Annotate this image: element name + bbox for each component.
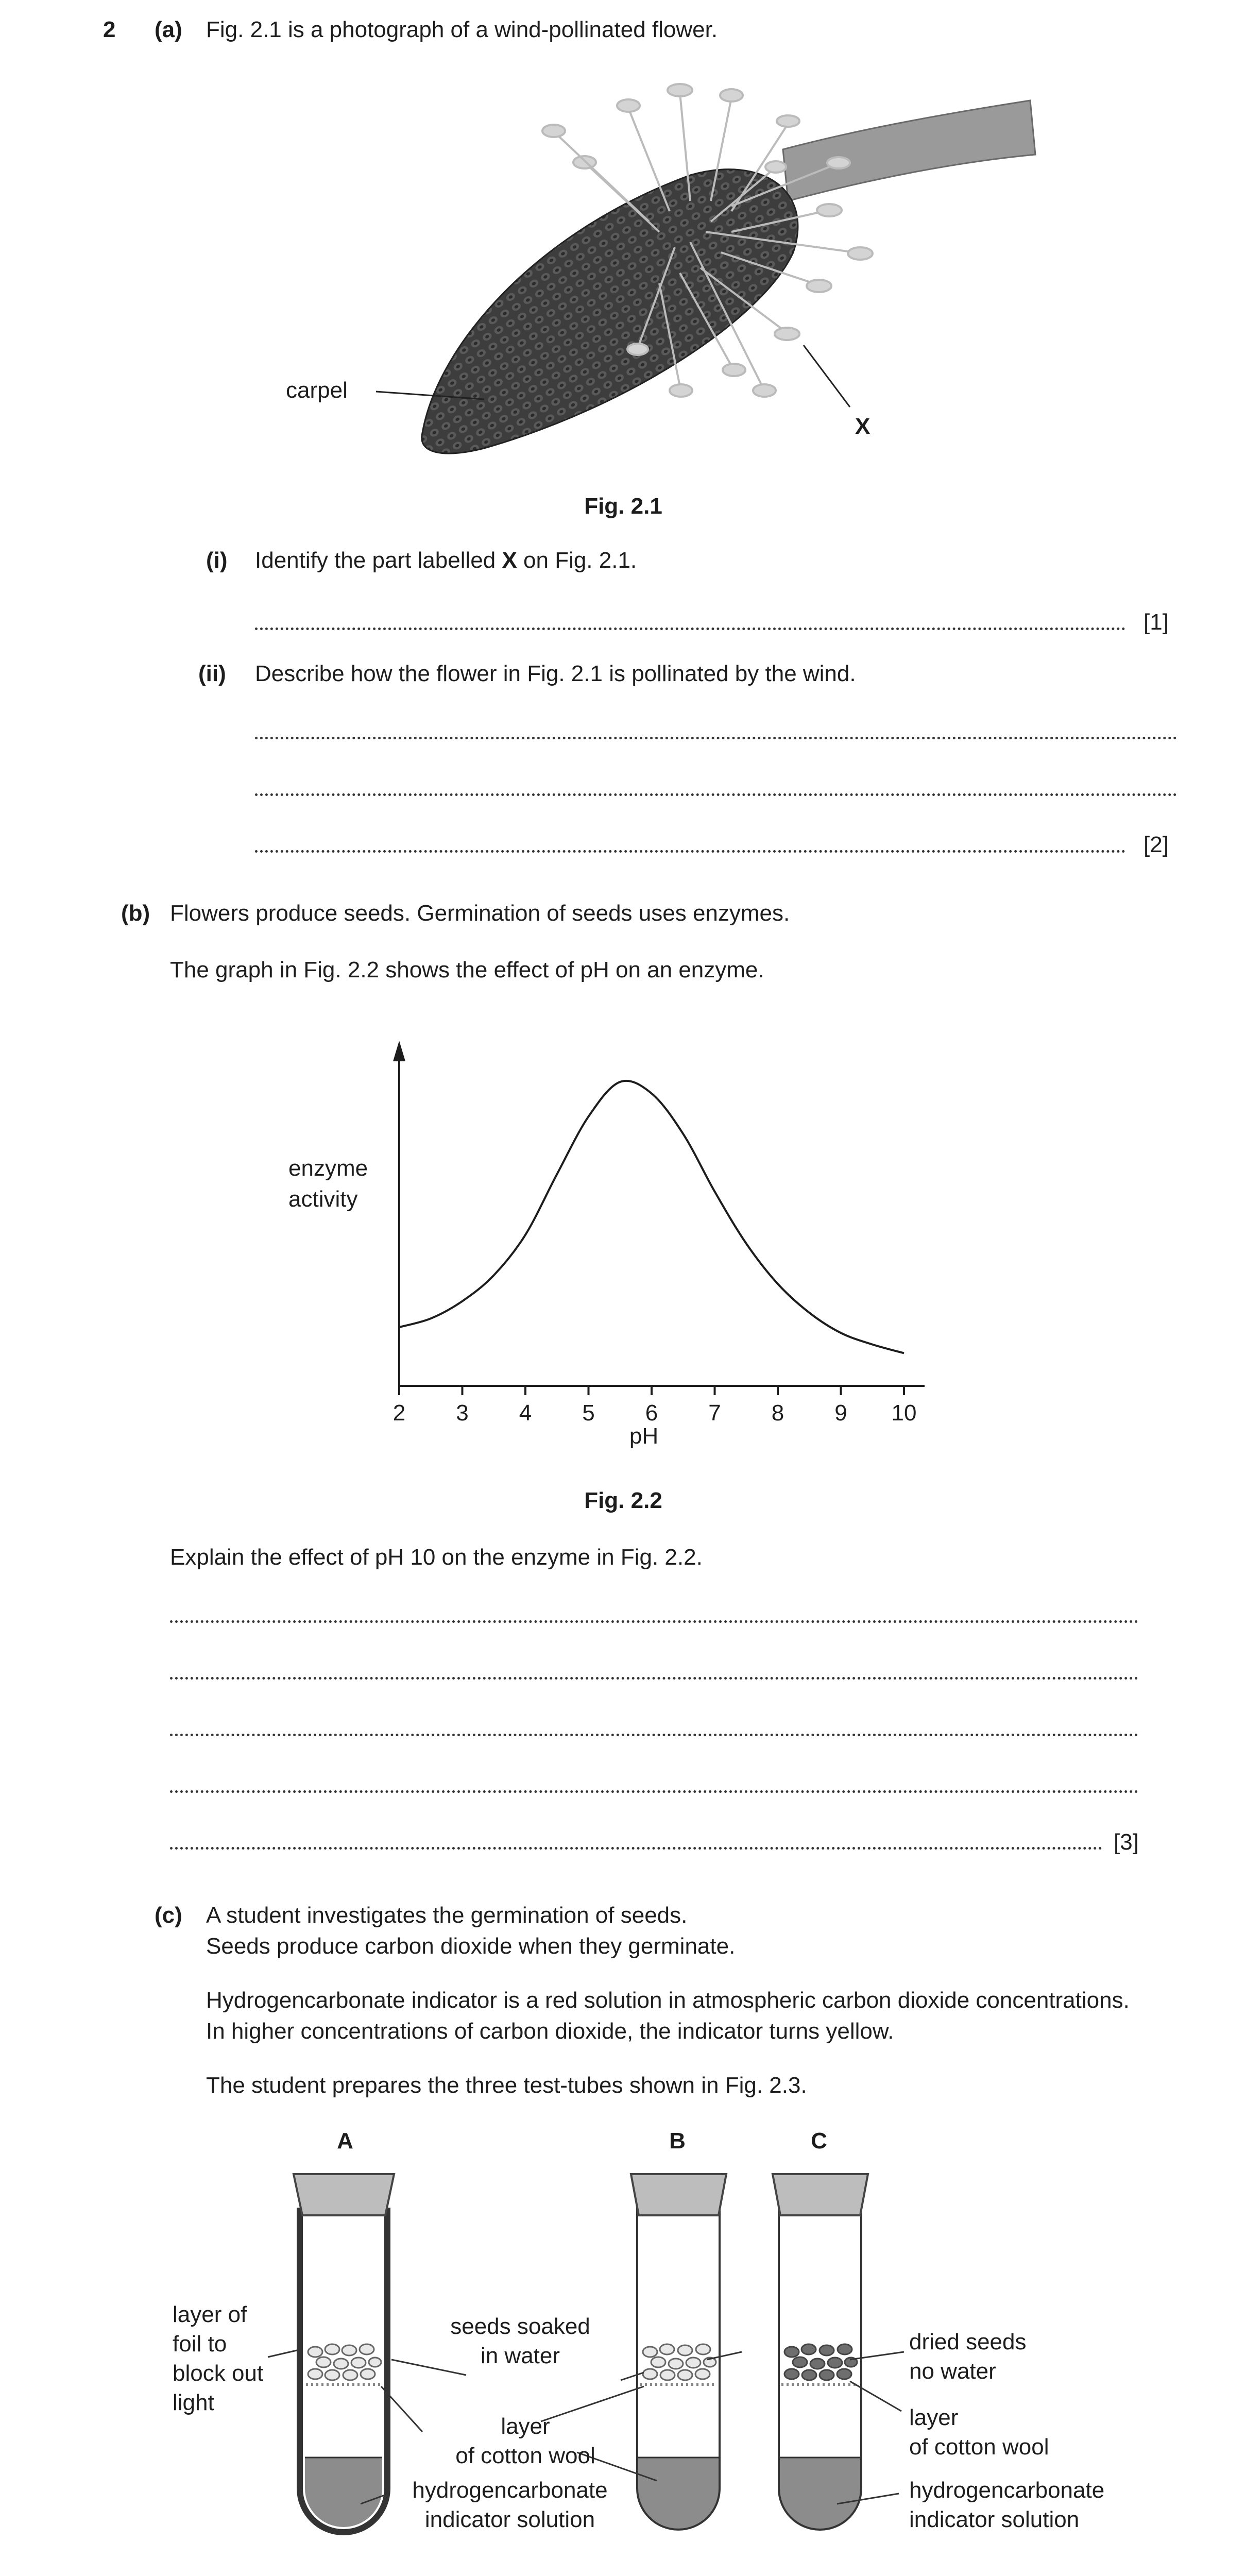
indicator-label-1: hydrogencarbonate (412, 2478, 608, 2503)
part-c-label: (c) (155, 1903, 182, 1928)
marks-a-i: [1] (1143, 609, 1169, 635)
x-tick-label: 6 (645, 1400, 658, 1426)
part-a-ii-label: (ii) (198, 661, 226, 686)
answer-line-b-2[interactable] (170, 1677, 1138, 1680)
part-a-i-label: (i) (206, 548, 228, 573)
x-tick-label: 9 (834, 1400, 847, 1426)
part-a-label: (a) (155, 17, 182, 42)
part-b-question: Explain the effect of pH 10 on the enzyme in Fig. 2.2. (170, 1545, 703, 1570)
x-tick-label: 10 (891, 1400, 917, 1426)
part-b-intro-2: The graph in Fig. 2.2 shows the effect of pH on an enzyme. (170, 957, 764, 982)
x-tick-label: 3 (456, 1400, 469, 1426)
part-c-p1-line-1: A student investigates the germination of seeds. (206, 1903, 688, 1928)
dried-seeds-label-1: dried seeds (909, 2329, 1027, 2354)
x-axis-label: pH (629, 1423, 659, 1449)
y-axis-arrow (393, 1041, 405, 1061)
fig-2-1-x-label: X (855, 414, 871, 439)
tube-c-label: C (811, 2128, 827, 2154)
seeds-soaked-label-2: in water (480, 2343, 560, 2368)
part-a-ii-question: Describe how the flower in Fig. 2.1 is pollinated by the wind. (255, 661, 856, 686)
part-b-label: (b) (121, 901, 150, 926)
answer-line-b-1[interactable] (170, 1620, 1138, 1623)
cotton-wool-c-label-1: layer (909, 2405, 959, 2430)
answer-line-b-3[interactable] (170, 1734, 1138, 1736)
part-c-p2-line-1: Hydrogencarbonate indicator is a red solution in atmospheric carbon dioxide concentrations. (206, 1988, 1130, 2013)
cotton-wool-label-2: of cotton wool (455, 2443, 595, 2468)
fig-2-1-caption: Fig. 2.1 (584, 494, 662, 519)
part-a-i-question: Identify the part labelled X on Fig. 2.1. (255, 548, 637, 573)
answer-line-b-5[interactable] (170, 1847, 1102, 1850)
tube-a-label: A (337, 2128, 353, 2154)
foil-label-1: layer of (173, 2302, 247, 2327)
cotton-wool-c-label-2: of cotton wool (909, 2434, 1049, 2460)
question-number: 2 (103, 17, 116, 42)
x-tick-label: 7 (708, 1400, 721, 1426)
seeds-soaked-label-1: seeds soaked (450, 2314, 590, 2339)
part-c-p2-line-2: In higher concentrations of carbon dioxide, the indicator turns yellow. (206, 2019, 894, 2044)
part-c-p3: The student prepares the three test-tubes shown in Fig. 2.3. (206, 2073, 807, 2098)
part-b-intro-1: Flowers produce seeds. Germination of seeds uses enzymes. (170, 901, 790, 926)
cotton-wool-label-1: layer (501, 2414, 550, 2439)
test-tube-a (294, 2174, 394, 2561)
dried-seeds-label-2: no water (909, 2359, 996, 2384)
fig-2-1-carpel-label: carpel (286, 378, 348, 403)
foil-label-4: light (173, 2390, 214, 2415)
y-axis-label-line-2: activity (288, 1187, 358, 1212)
test-tube-b (631, 2174, 726, 2561)
answer-line-b-4[interactable] (170, 1790, 1138, 1793)
enzyme-activity-curve (399, 1081, 904, 1353)
part-a-intro: Fig. 2.1 is a photograph of a wind-pollinated flower. (206, 17, 718, 42)
foil-label-2: foil to (173, 2331, 227, 2357)
x-tick-label: 4 (519, 1400, 532, 1426)
x-tick-label: 2 (392, 1400, 406, 1426)
chart-x-ticks (399, 1386, 904, 1395)
foil-label-3: block out (173, 2361, 264, 2386)
chart-series (399, 1081, 904, 1353)
indicator-label-2: indicator solution (424, 2507, 595, 2532)
marks-b: [3] (1114, 1829, 1139, 1855)
x-tick-label: 8 (771, 1400, 784, 1426)
tube-b-label: B (669, 2128, 686, 2154)
part-c-p1-line-2: Seeds produce carbon dioxide when they germinate. (206, 1934, 736, 1959)
test-tube-c (773, 2174, 868, 2561)
fig-2-2-caption: Fig. 2.2 (584, 1488, 662, 1513)
y-axis-label-line-1: enzyme (288, 1156, 368, 1181)
marks-a-ii: [2] (1143, 832, 1169, 857)
indicator-c-label-2: indicator solution (909, 2507, 1080, 2532)
indicator-c-label-1: hydrogencarbonate (909, 2478, 1105, 2503)
x-tick-label: 5 (582, 1400, 595, 1426)
